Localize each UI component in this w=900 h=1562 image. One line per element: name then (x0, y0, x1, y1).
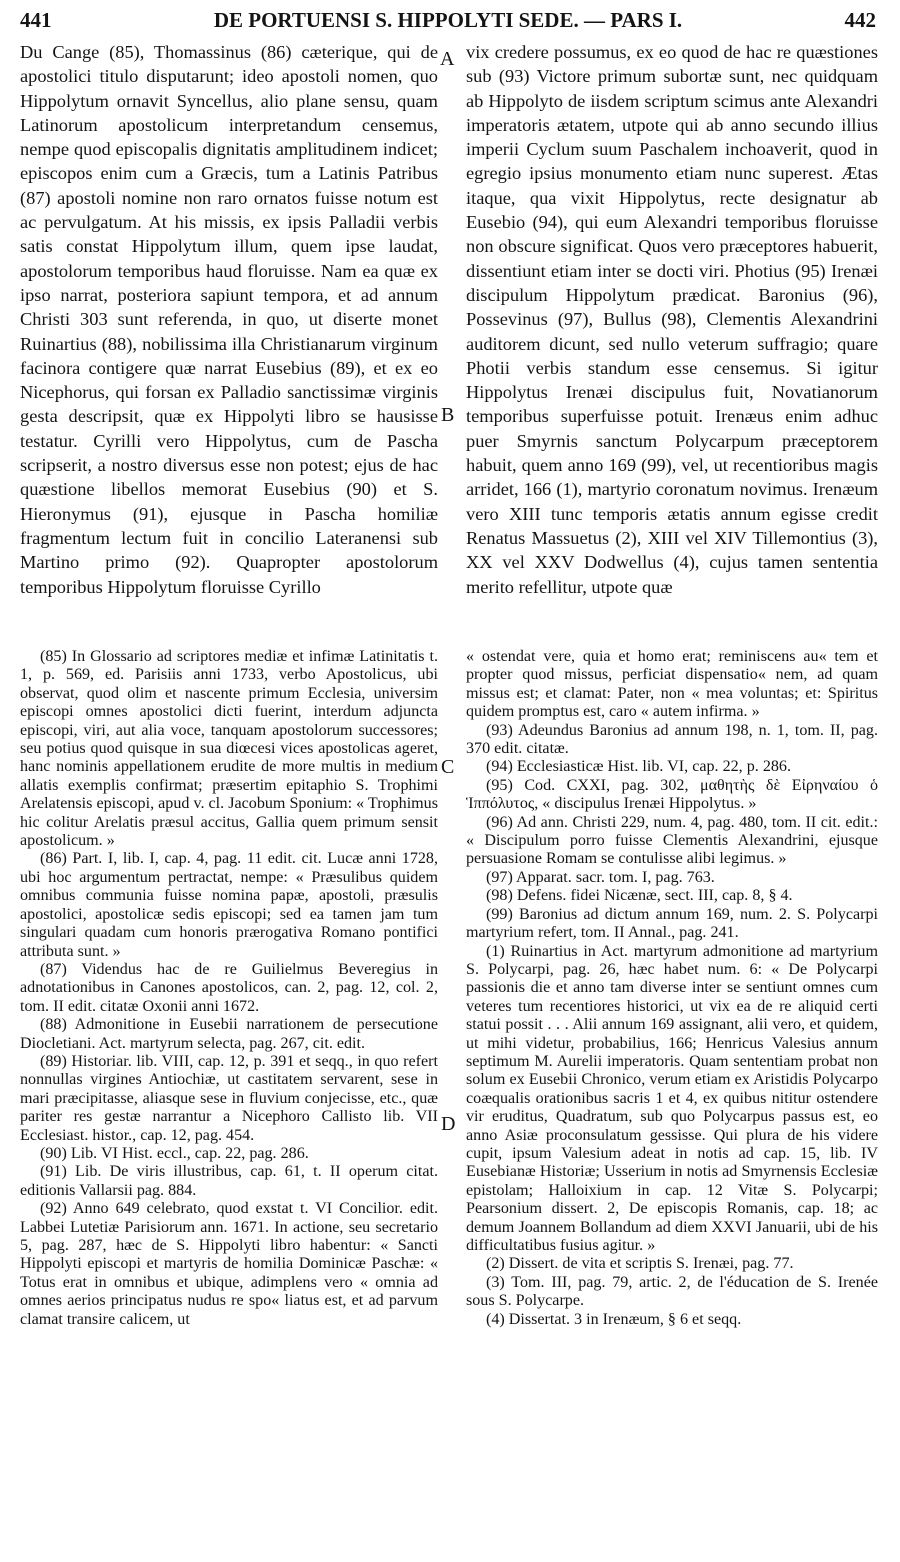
footnote: (3) Tom. III, pag. 79, artic. 2, de l'éducation de S. Irenée sous S. Polycarpe. (466, 1273, 878, 1310)
footnote: (88) Admonitione in Eusebii narrationem de persecutione Diocletiani. Act. martyrum selecta, pag. 267, cit. edit. (20, 1016, 438, 1052)
margin-marker-d: D (441, 1113, 456, 1135)
footnote: (86) Part. I, lib. I, cap. 4, pag. 11 edit. cit. Lucæ anni 1728, ubi hoc argumentum pertractat, nempe: « Præsulibus quidem omnibus communia fuisse nomina papæ, apostoli, præsulis apostolici, apostolicæ sedis episcopi; sed ea tamen jam tum singulari quadam cum honoris prærogativa Romano pontifici attributa sunt. » (20, 850, 438, 960)
footnotes-column-right (466, 648, 878, 1329)
running-title: DE PORTUENSI S. HIPPOLYTI SEDE. — PARS I. (213, 8, 683, 32)
footnote: (99) Baronius ad dictum annum 169, num. 2. S. Polycarpi martyrium refert, tom. II Annal., pag. 241. (466, 905, 878, 942)
footnote: (95) Cod. CXXI, pag. 302, μαθητὴς δὲ Εἰρηναίου ὁ Ἱππόλυτος, « discipulus Irenæi Hippolytus. » (466, 776, 878, 813)
footnote: (85) In Glossario ad scriptores mediæ et infimæ Latinitatis t. 1, p. 569, ed. Parisiis anni 1733, verbo Apostolicus, ubi observat, quod olim et nascente primum Ecclesia, universim episcopi omnes apostolici dicti fuerint, interdum adjuncta episcopi, viri, aut alia voce, tanquam apostolorum successores; seu potius quod quisque in sua diœcesi vices apostolicas ageret, hanc nominis appellationem erudite de more multis in medium allatis exemplis confirmat; præsertim epitaphio S. Trophimi Arelatensis episcopi, apud v. cl. Jacobum Sponium: « Trophimus hic colitur Arelatis præsul accitus, Gallia quem primum sensit apostolicum. » (20, 648, 438, 850)
page-number-left: 441 (20, 8, 52, 32)
footnote: (93) Adeundus Baronius ad annum 198, n. 1, tom. II, pag. 370 edit. citatæ. (466, 721, 878, 758)
footnote: (91) Lib. De viris illustribus, cap. 61, t. II operum citat. editionis Vallarsii pag. 884. (20, 1163, 438, 1199)
footnote: (2) Dissert. de vita et scriptis S. Irenæi, pag. 77. (486, 1255, 794, 1273)
footnote: (4) Dissertat. 3 in Irenæum, § 6 et seqq. (486, 1310, 742, 1328)
margin-marker-b: B (441, 404, 455, 426)
footnote: (87) Videndus hac de re Guilielmus Beveregius in adnotationibus in Canones apostolicos, can. 2, pag. 12, col. 2, tom. II edit. citatæ Oxonii anni 1672. (20, 960, 438, 1015)
body-paragraph: Du Cange (85), Thomassinus (86) cæterique, qui de apostolici titulo disputarunt; ideo apostoli nomen, quo Hippolytum ornavit Syncellus, alio plane sensu, quam Latinorum apostolicum interpretandum censemus, nempe quod episcopalis dignitatis amplitudinem indicet; episcopos enim cum a Græcis, tum a Latinis Patribus (87) apostoli nomine non raro ornatos fuisse notum est ac pervulgatum. At his missis, ex ipsis Palladii verbis satis constat Hippolytum illum, quem ipse laudat, apostolorum temporibus haud floruisse. Nam ea quæ ex ipso narrat, posteriora sapiunt tempora, et ad annum Christi 303 sunt referenda, in quo, ut diserte monet Ruinartius (88), nobilissima illa Christianarum virginum facinora contigere quæ narrat Eusebius (89), et ex eo Nicephorus, qui forsan ex Palladio sanctissimæ virginis gesta descripsit, quæ ex Hippolyti libro se hausisse testatur. Cyrilli vero Hippolytus, cum de Pascha scripserit, a nostro diversus esse non potest; ejus de hac quæstione libellos memorat Eusebius (90) et S. Hieronymus (91), ejusque in Pascha homiliæ fragmentum lectum fuit in concilio Lateranensi sub Martino primo (92). Quapropter apostolorum temporibus Hippolytum floruisse Cyrillo (20, 42, 438, 597)
footnote: (96) Ad ann. Christi 229, num. 4, pag. 480, tom. II cit. edit.: « Discipulum porro fuisse Clementis Alexandrini, ejusque persuasione Romam se contulisse alibi legimus. » (466, 813, 878, 868)
footnote: (98) Defens. fidei Nicænæ, sect. III, cap. 8, § 4. (486, 887, 793, 905)
footnote: (89) Historiar. lib. VIII, cap. 12, p. 391 et seqq., in quo refert nonnullas virgines Antiochiæ, ut castitatem servarent, sese in mari præcipitasse, aliasque sese in fluvium conjecisse, etc., quæ pariter res gestæ narrantur a Nicephoro Callisto lib. VII Ecclesiast. histor., cap. 12, pag. 454. (20, 1052, 438, 1144)
footnote: (92) Anno 649 celebrato, quod exstat t. VI Concilior. edit. Labbei Lutetiæ Parisiorum ann. 1671. In actione, seu secretario 5, pag. 287, hæc de S. Hippolyti libro habentur: « Sancti Hippolyti episcopi et martyris de homilia Dominicæ Paschæ: « Totus erat in omnibus et ubique, adimplens vero « omnia ad omnes aerios principatus nudus re spo« liatus est, et ad parvum clamat transire calicem, ut (20, 1200, 438, 1328)
body-paragraph: vix credere possumus, ex eo quod de hac re quæstiones sub (93) Victore primum subortæ sunt, nec quidquam ab Hippolyto de iisdem scriptum scimus ante Alexandri imperatoris ætatem, utpote qui ab anno secundo illius imperii Cyclum suum Paschalem inchoaverit, quod in egregio ipsius monumento etiam nunc superest. Ætas itaque, qua vixit Hippolytus, recte designatur ab Eusebio (94), qui eum Alexandri temporibus floruisse non obscure significat. Quos vero præceptores habuerit, dissentiunt etiam inter se docti viri. Photius (95) Irenæi discipulum Hippolytum prædicat. Baronius (96), Possevinus (97), Bullus (98), Clementis Alexandrini auditorem dicunt, sed nullo veterum suffragio; quare Photii verbis standum esse censemus. Si igitur Hippolytus Irenæi discipulus fuit, Novatianorum temporibus superfuisse potuit. Irenæus enim adhuc puer Smyrnis sanctum Polycarpum præceptorem habuit, quem anno 169 (99), vel, ut recentioribus magis arridet, 166 (1), martyrio coronatum novimus. Irenæum vero XIII tunc temporis ætatis annum egisse credit Renatus Massuetus (2), XIII vel XIV Tillemontius (3), XX vel XXV Dodwellus (4), cujus tamen sententia merito refellitur, utpote quæ (466, 42, 878, 597)
footnote: (97) Apparat. sacr. tom. I, pag. 763. (486, 868, 715, 886)
page-number-right: 442 (844, 8, 876, 32)
running-header (20, 4, 876, 38)
footnote: (94) Ecclesiasticæ Hist. lib. VI, cap. 22, p. 286. (486, 758, 791, 776)
footnote: (1) Ruinartius in Act. martyrum admonitione ad martyrium S. Polycarpi, pag. 26, hæc habet num. 6: « De Polycarpi passionis die et anno tam diverse inter se sentiunt omnes cum veteres tum recentiores historici, ut vix ea de re aliquid certi statui possit . . . Alii annum 169 assignant, alii vero, et quidem, ut mihi videtur, probabilius, 166; Henricus Valesius annum septimum M. Aurelii imperatoris. Quam sententiam probat non solum ex Eusebii Chronico, verum etiam ex Aristidis Polycarpo coæqualis orationibus sacris 1 et 4, ex quibus nititur ostendere vir eruditus, Quadratum, sub quo Polycarpus passus est, eo anno Asiæ proconsulatum gessisse. Qui plura de his videre cupit, ipsum Valesium adeat in notis ad cap. 15, lib. IV Eusebianæ Historiæ; Usserium in notis ad Smyrnensis Ecclesiæ epistolam; Halloixium in cap. 12 Vitæ S. Polycarpi; Pearsonium dissert. 2, De episcopis Romanis, cap. 18; ac demum Joannem Bollandum ad diem XXVI Januarii, ubi de his difficultatibus fusius agitur. » (466, 942, 878, 1254)
footnotes-column-left (20, 648, 438, 1329)
footnote-continuation: « ostendat vere, quia et homo erat; reminiscens au« tem et propter quod missus, perficiat dispensatio« nem, ad quam missus est; et clamat: Pater, non « mea voluntas; et: Spiritus quidem promptus est, caro « autem infirma. » (466, 648, 878, 721)
margin-marker-a: A (440, 48, 455, 70)
body-column-right (466, 40, 878, 599)
body-column-left (20, 40, 438, 599)
margin-marker-c: C (441, 756, 455, 778)
footnote: (90) Lib. VI Hist. eccl., cap. 22, pag. 286. (40, 1144, 309, 1162)
